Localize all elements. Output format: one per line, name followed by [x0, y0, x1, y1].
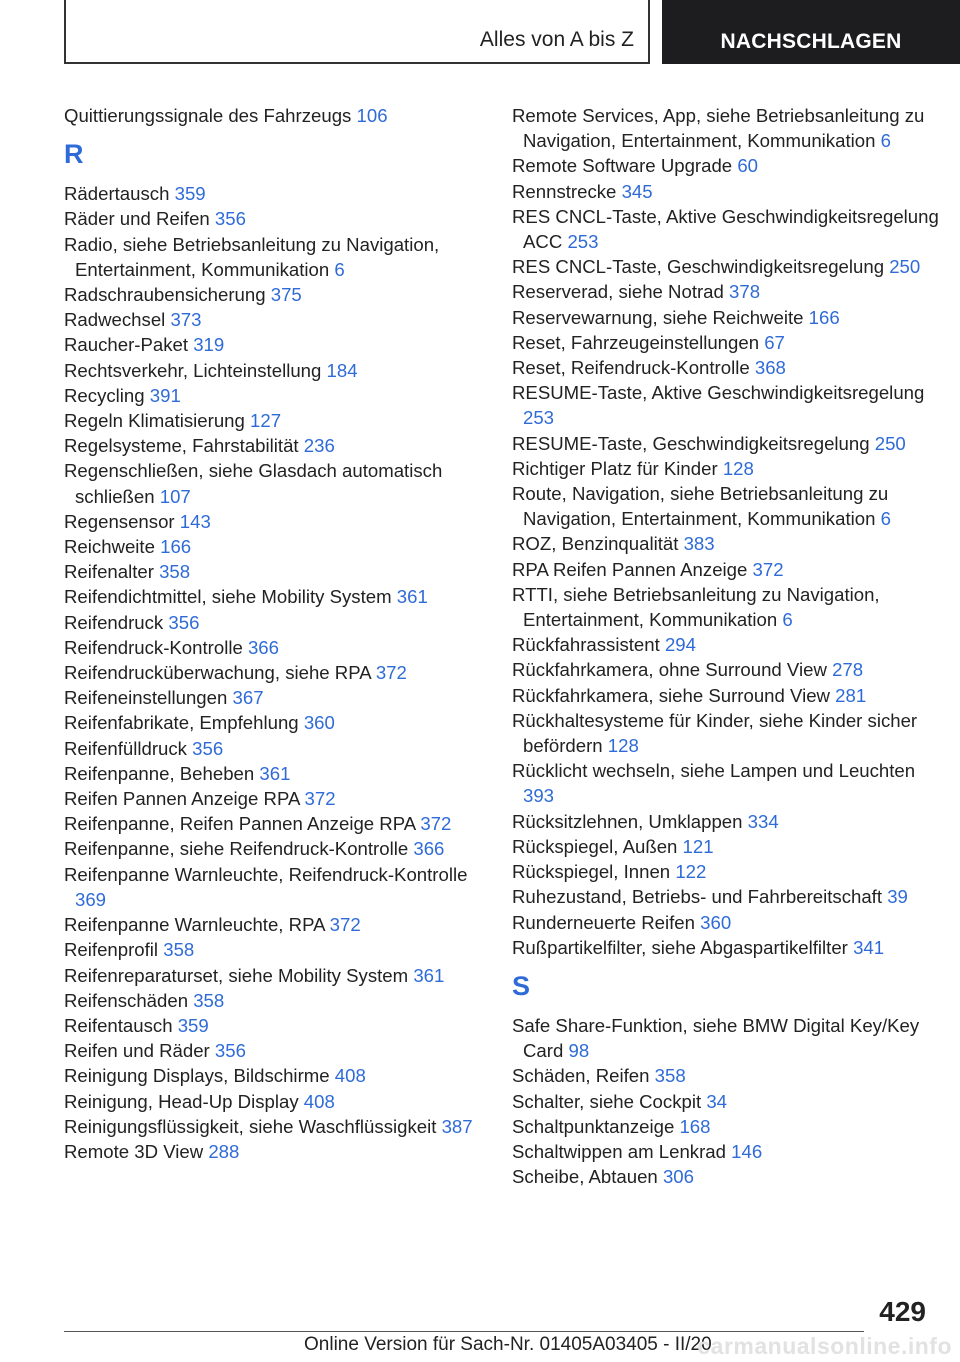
index-entry — [64, 610, 482, 635]
index-entry-term: Regenschließen, siehe Glasdach automatisch schließen — [64, 460, 443, 507]
index-entry-term: Rennstrecke — [512, 180, 617, 202]
page-reference-link[interactable]: 358 — [193, 989, 225, 1011]
index-entry-term: Reinigung Displays, Bildschirme — [64, 1065, 330, 1087]
index-entry — [64, 383, 482, 408]
index-entry — [64, 1063, 482, 1088]
page-reference-link[interactable]: 359 — [177, 1014, 209, 1036]
index-entry-term: Reifentausch — [64, 1014, 173, 1036]
page-reference-link[interactable]: 166 — [160, 536, 192, 558]
page-reference-link[interactable]: 288 — [208, 1140, 240, 1162]
index-entry — [512, 456, 940, 481]
index-entry — [64, 811, 482, 836]
page-reference-link[interactable]: 146 — [731, 1140, 763, 1162]
index-column-left — [64, 103, 482, 1164]
page-reference-link[interactable]: 121 — [682, 835, 714, 857]
index-entry-term: Reset, Reifendruck-Kontrolle — [512, 357, 750, 379]
index-entry — [512, 481, 940, 531]
index-entry — [64, 836, 482, 861]
index-entry-term: Reservewarnung, siehe Reichweite — [512, 306, 804, 328]
index-entry — [64, 1038, 482, 1063]
index-entry-term: Reifenreparaturset, siehe Mobility System — [64, 964, 409, 986]
index-entry — [64, 761, 482, 786]
index-entry-term: Rückhaltesysteme für Kinder, siehe Kinder sicher befördern — [512, 709, 918, 757]
index-entry-term: RES CNCL-Taste, Geschwindigkeitsregelung — [512, 256, 885, 278]
page-reference-link[interactable]: 372 — [304, 788, 336, 810]
page-reference-link[interactable]: 250 — [874, 432, 906, 454]
page-reference-link[interactable]: 373 — [170, 309, 202, 331]
page-reference-link[interactable]: 408 — [334, 1065, 366, 1087]
page-reference-link[interactable]: 6 — [880, 508, 891, 530]
page-reference-link[interactable]: 127 — [250, 410, 282, 432]
index-entry-term: Reifen Pannen Anzeige RPA — [64, 788, 300, 810]
page-reference-link[interactable]: 358 — [654, 1065, 686, 1087]
page-reference-link[interactable]: 236 — [303, 435, 335, 457]
index-entry — [64, 332, 482, 357]
chapter-tab: NACHSCHLAGEN — [662, 0, 960, 64]
index-entry-term: RES CNCL-Taste, Aktive Geschwindigkeitsregelung ACC — [512, 205, 939, 253]
page-reference-link[interactable]: 356 — [214, 1040, 246, 1062]
page-reference-link[interactable]: 366 — [247, 636, 279, 658]
page-reference-link[interactable]: 67 — [764, 331, 785, 353]
index-entry-term: Reifenpanne, Beheben — [64, 762, 255, 784]
index-entry-term: Schalter, siehe Cockpit — [512, 1090, 702, 1112]
index-entry-term: Räder und Reifen — [64, 208, 210, 230]
index-entry — [512, 834, 940, 859]
index-entry — [512, 1063, 940, 1088]
page-reference-link[interactable]: 98 — [568, 1040, 590, 1062]
index-entry — [512, 809, 940, 834]
index-entry — [512, 431, 940, 456]
index-entry — [64, 534, 482, 559]
index-entry — [64, 660, 482, 685]
watermark: carmanualsonline.info — [697, 1333, 952, 1359]
page-reference-link[interactable]: 361 — [413, 964, 445, 986]
index-entry — [512, 1114, 940, 1139]
page-reference-link[interactable]: 358 — [163, 939, 195, 961]
index-entry-term: RTTI, siehe Betriebsanleitung zu Navigation, Entertainment, Kommunikation — [512, 583, 880, 631]
page-reference-link[interactable]: 106 — [356, 105, 388, 126]
index-entry-term: Rückspiegel, Innen — [512, 861, 671, 883]
index-entry-term: Rückfahrkamera, ohne Surround View — [512, 659, 827, 681]
page-reference-link[interactable]: 360 — [303, 712, 335, 734]
index-entry-term: RESUME-Taste, Aktive Geschwindigkeitsregelung — [512, 382, 925, 404]
page-reference-link[interactable]: 378 — [729, 281, 761, 303]
index-entry-term: Reifenalter — [64, 561, 154, 583]
page-reference-link[interactable]: 319 — [193, 334, 225, 356]
index-entry-term: Remote 3D View — [64, 1140, 204, 1162]
page-reference-link[interactable]: 372 — [420, 813, 452, 835]
index-entry — [64, 862, 482, 912]
index-entry-term: Regeln Klimatisierung — [64, 410, 245, 432]
page-reference-link[interactable]: 367 — [232, 687, 264, 709]
page-reference-link[interactable]: 361 — [259, 762, 291, 784]
section-title: Alles von A bis Z — [64, 0, 650, 64]
index-entry — [64, 685, 482, 710]
index-entry — [64, 988, 482, 1013]
page-reference-link[interactable]: 6 — [782, 609, 793, 631]
index-entry — [512, 1089, 940, 1114]
index-entry — [64, 1013, 482, 1038]
page-reference-link[interactable]: 372 — [329, 914, 361, 936]
footer-divider — [64, 1331, 864, 1332]
index-entry-term: Regelsysteme, Fahrstabilität — [64, 435, 299, 457]
index-entry — [512, 305, 940, 330]
index-entry — [64, 584, 482, 609]
index-entry-term: Schäden, Reifen — [512, 1065, 650, 1087]
index-entry-term: Rückfahrassistent — [512, 634, 660, 656]
index-entry — [64, 103, 482, 128]
index-entry-term: Rückfahrkamera, siehe Surround View — [512, 684, 830, 706]
index-entry-term: Rechtsverkehr, Lichteinstellung — [64, 359, 322, 381]
page-reference-link[interactable]: 341 — [853, 936, 885, 958]
page-reference-link[interactable]: 356 — [168, 611, 200, 633]
index-entry-term: ROZ, Benzinqualität — [512, 533, 679, 555]
page-number: 429 — [879, 1296, 926, 1327]
index-entry — [512, 657, 940, 682]
page-header — [64, 0, 960, 64]
page-reference-link[interactable]: 143 — [179, 510, 211, 532]
page-reference-link[interactable]: 393 — [523, 785, 555, 807]
index-entry-term: Rücksitzlehnen, Umklappen — [512, 810, 743, 832]
index-entry-term: Remote Software Upgrade — [512, 155, 733, 177]
page-reference-link[interactable]: 253 — [567, 231, 599, 253]
page-reference-link[interactable]: 294 — [664, 634, 696, 656]
index-entry-term: Regensensor — [64, 510, 175, 532]
index-entry — [512, 254, 940, 279]
index-entry — [64, 635, 482, 660]
index-entry — [512, 859, 940, 884]
index-entry-term: Reserverad, siehe Notrad — [512, 281, 724, 303]
index-entry — [512, 935, 940, 960]
index-entry — [512, 683, 940, 708]
index-entry — [64, 1089, 482, 1114]
page-reference-link[interactable]: 383 — [683, 533, 715, 555]
page-reference-link[interactable]: 366 — [413, 838, 445, 860]
index-entry — [512, 910, 940, 935]
page-reference-link[interactable]: 368 — [754, 357, 786, 379]
page-reference-link[interactable]: 361 — [396, 586, 428, 608]
page-reference-link[interactable]: 184 — [326, 359, 358, 381]
index-entry-term: Reifenpanne Warnleuchte, RPA — [64, 914, 325, 936]
index-entry — [64, 458, 482, 508]
page-reference-link[interactable]: 356 — [214, 208, 246, 230]
index-entry — [512, 1164, 940, 1189]
page-reference-link[interactable]: 408 — [303, 1090, 335, 1112]
page-reference-link[interactable]: 372 — [375, 662, 407, 684]
index-entry — [64, 232, 482, 282]
index-entry-term: Recycling — [64, 384, 145, 406]
page-reference-link[interactable]: 356 — [192, 737, 224, 759]
index-entry — [512, 279, 940, 304]
index-entry — [512, 1013, 940, 1063]
page-reference-link[interactable]: 306 — [662, 1166, 694, 1188]
index-entry — [512, 355, 940, 380]
index-entry-term: Schaltwippen am Lenkrad — [512, 1140, 726, 1162]
index-entry — [512, 380, 940, 430]
index-letter-heading: R — [64, 139, 84, 170]
index-entry-term: Ruhezustand, Betriebs- und Fahrbereitschaft — [512, 886, 883, 908]
index-entry-term: Scheibe, Abtauen — [512, 1166, 658, 1188]
index-entry — [512, 204, 940, 254]
index-entry-term: Reifendruck — [64, 611, 164, 633]
index-entry — [64, 181, 482, 206]
index-entry-term: Richtiger Platz für Kinder — [512, 457, 718, 479]
index-entry — [512, 632, 940, 657]
page-reference-link[interactable]: 39 — [887, 886, 908, 908]
page-reference-link[interactable]: 359 — [174, 183, 206, 205]
index-entry-term: Reifendichtmittel, siehe Mobility System — [64, 586, 392, 608]
page-reference-link[interactable]: 375 — [270, 284, 302, 306]
page-reference-link[interactable]: 122 — [675, 861, 707, 883]
index-entry — [512, 330, 940, 355]
page-reference-link[interactable]: 250 — [889, 256, 921, 278]
page-reference-link[interactable]: 369 — [75, 888, 107, 910]
index-entry-term: Schaltpunktanzeige — [512, 1115, 675, 1137]
page-reference-link[interactable]: 34 — [706, 1090, 727, 1112]
index-entry — [512, 103, 940, 153]
index-entry — [512, 758, 940, 808]
index-entry-term: Reifeneinstellungen — [64, 687, 228, 709]
index-entry-term: Reifenpanne Warnleuchte, Reifendruck-Kontrolle — [64, 863, 468, 885]
index-entry-term: RESUME-Taste, Geschwindigkeitsregelung — [512, 432, 870, 454]
index-entry-term: Reifenfülldruck — [64, 737, 187, 759]
index-entry — [512, 708, 940, 758]
index-entry — [64, 736, 482, 761]
index-entry — [64, 1114, 482, 1139]
index-entry-term: Rücklicht wechseln, siehe Lampen und Leuchten — [512, 760, 916, 782]
page-reference-link[interactable]: 128 — [607, 735, 639, 757]
page-reference-link[interactable]: 281 — [835, 684, 867, 706]
index-entry-term: Remote Services, App, siehe Betriebsanleitung zu Navigation, Entertainment, Kommunikation — [512, 105, 925, 152]
page-reference-link[interactable]: 253 — [523, 407, 555, 429]
page-reference-link[interactable]: 128 — [722, 457, 754, 479]
index-entry — [512, 884, 940, 909]
page-reference-link[interactable]: 6 — [334, 258, 345, 280]
index-entry — [512, 1139, 940, 1164]
index-entry — [64, 937, 482, 962]
page-reference-link[interactable]: 387 — [441, 1115, 473, 1137]
index-entry — [64, 408, 482, 433]
index-entry-term: Reifenfabrikate, Empfehlung — [64, 712, 299, 734]
index-letter-heading: S — [512, 970, 531, 1001]
page-reference-link[interactable]: 334 — [747, 810, 779, 832]
index-entry-term: Raucher-Paket — [64, 334, 189, 356]
index-entry-term: Route, Navigation, siehe Betriebsanleitung zu Navigation, Entertainment, Kommunikation — [512, 483, 889, 530]
page-reference-link[interactable]: 372 — [752, 558, 784, 580]
index-entry — [64, 912, 482, 937]
index-entry — [512, 531, 940, 556]
index-entry-term: Reifenprofil — [64, 939, 159, 961]
index-entry — [64, 559, 482, 584]
index-entry-term: Rädertausch — [64, 183, 170, 205]
index-entry-term: Radwechsel — [64, 309, 166, 331]
index-entry — [64, 206, 482, 231]
page-reference-link[interactable]: 278 — [832, 659, 864, 681]
index-entry — [64, 1139, 482, 1164]
index-entry-term: Radschraubensicherung — [64, 284, 266, 306]
index-entry-term: Rückspiegel, Außen — [512, 835, 678, 857]
index-entry-term: Rußpartikelfilter, siehe Abgaspartikelfilter — [512, 936, 848, 958]
index-entry — [64, 358, 482, 383]
index-entry-term: Reifenpanne, Reifen Pannen Anzeige RPA — [64, 813, 416, 835]
index-entry — [64, 786, 482, 811]
index-entry — [512, 153, 940, 178]
index-entry-term: Quittierungssignale des Fahrzeugs — [64, 105, 352, 126]
page-reference-link[interactable]: 166 — [808, 306, 840, 328]
index-entry-term: Reifendruck-Kontrolle — [64, 636, 243, 658]
index-entry-term: Reifenpanne, siehe Reifendruck-Kontrolle — [64, 838, 409, 860]
page-reference-link[interactable]: 60 — [737, 155, 758, 177]
index-entry — [64, 509, 482, 534]
footer-text: Online Version für Sach-Nr. 01405A03405 - II/20 — [304, 1334, 712, 1355]
index-entry-term: Reset, Fahrzeugeinstellungen — [512, 331, 760, 353]
index-entry-term: Reinigungsflüssigkeit, siehe Waschflüssigkeit — [64, 1115, 437, 1137]
index-entry-term: Reifen und Räder — [64, 1040, 210, 1062]
page-reference-link[interactable]: 107 — [159, 485, 191, 507]
index-entry-term: Reichweite — [64, 536, 155, 558]
index-entry-term: Runderneuerte Reifen — [512, 911, 695, 933]
page-reference-link[interactable]: 391 — [149, 384, 181, 406]
index-column-right — [512, 103, 940, 1189]
index-entry-term: Reinigung, Head-Up Display — [64, 1090, 299, 1112]
index-entry — [64, 433, 482, 458]
index-entry — [64, 307, 482, 332]
page-reference-link[interactable]: 358 — [159, 561, 191, 583]
index-entry — [64, 710, 482, 735]
index-entry — [512, 582, 940, 632]
page-reference-link[interactable]: 360 — [700, 911, 732, 933]
index-entry-term: RPA Reifen Pannen Anzeige — [512, 558, 748, 580]
index-entry-term: Radio, siehe Betriebsanleitung zu Navigation, Entertainment, Kommunikation — [64, 233, 440, 280]
index-entry-term: Reifenschäden — [64, 989, 189, 1011]
index-entry — [64, 282, 482, 307]
index-entry-term: Safe Share-Funktion, siehe BMW Digital Key/Key Card — [512, 1014, 920, 1062]
index-entry — [512, 557, 940, 582]
page-reference-link[interactable]: 6 — [880, 130, 891, 152]
page-reference-link[interactable]: 345 — [621, 180, 653, 202]
index-entry-term: Reifendrucküberwachung, siehe RPA — [64, 662, 371, 684]
index-entry — [512, 179, 940, 204]
index-entry — [64, 963, 482, 988]
page-reference-link[interactable]: 168 — [679, 1115, 711, 1137]
